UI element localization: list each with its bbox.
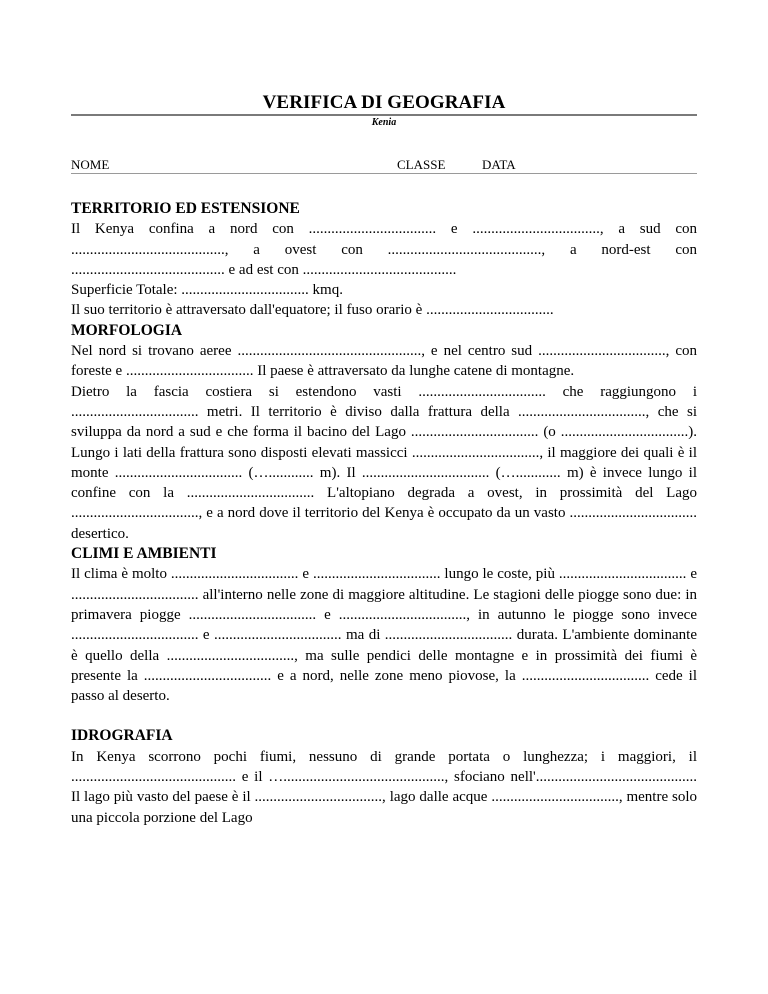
- section-heading: IDROGRAFIA: [71, 727, 173, 745]
- title-rule: [71, 114, 697, 116]
- fill-in-paragraph: Superficie Totale: .................................. kmq.: [71, 282, 343, 299]
- fill-in-paragraph: Dietro la fascia costiera si estendono vasti .................................. che raggiungono i .................................. metri. Il territorio è diviso dalla frattura della .................................., che si sviluppa da nord a sud e che forma il bacino del Lago .................................. (o ..................................). Lungo i lati della frattura sono disposti elevati massicci .................................., il maggiore dei quali è il monte .................................. (…............ m). Il .................................. (…............ m) è invece lungo il confine con la .................................. L'altopiano degrada a ovest, in prossimità del Lago .................................., e a nord dove il territorio del Kenya è occupato da un vasto .................................. desertico.: [71, 383, 697, 542]
- section-climi: [71, 544, 697, 706]
- fill-in-paragraph: Il clima è molto .................................. e .................................. lungo le coste, più .................................. e .................................. all'interno nelle zone di maggiore altitudine. Le stagioni delle piogge sono due: in primavera piogge .................................. e .................................., in autunno le piogge sono invece .................................. e .................................. ma di .................................. durata. L'ambiente dominante è quello della .................................., ma sulle pendici delle montagne e in prossimità dei fiumi è presente la .................................. e a nord, nelle zone meno piovose, la .................................. cede il passo al deserto.: [71, 566, 697, 705]
- fill-in-paragraph: Il suo territorio è attraversato dall'equatore; il fuso orario è ..................................: [71, 302, 554, 319]
- fill-in-paragraph: Il Kenya confina a nord con .................................. e .................................., a sud con ........................................., a ovest con ........................................., a nord-est con ......................................... e ad est con .........................................: [71, 221, 697, 278]
- section-idrografia: [71, 726, 697, 827]
- document-title: VERIFICA DI GEOGRAFIA: [262, 92, 506, 113]
- fill-in-paragraph: Nel nord si trovano aeree ................................................., e nel centro sud .................................., con foreste e .................................. Il paese è attraversato da lunghe catene di montagne.: [71, 343, 697, 380]
- worksheet-body: [71, 199, 697, 828]
- class-field-label: CLASSE: [397, 157, 446, 172]
- name-field-label: NOME: [71, 157, 110, 172]
- section-spacer: [71, 706, 697, 726]
- student-info-rule: [71, 173, 697, 174]
- document-subtitle: Kenia: [371, 117, 397, 128]
- fill-in-paragraph: In Kenya scorrono pochi fiumi, nessuno di grande portata o lunghezza; i maggiori, il ............................................ e il …..........................................., sfociano nell'........................................... Il lago più vasto del paese è il .................................., lago dalle acque .................................., mentre solo una piccola porzione del Lago: [71, 748, 697, 826]
- section-heading: CLIMI E AMBIENTI: [71, 545, 217, 563]
- section-heading: MORFOLOGIA: [71, 321, 183, 339]
- section-territorio: [71, 199, 697, 321]
- section-morfologia: [71, 321, 697, 544]
- section-heading: TERRITORIO ED ESTENSIONE: [71, 200, 300, 217]
- date-field-label: DATA: [482, 157, 516, 172]
